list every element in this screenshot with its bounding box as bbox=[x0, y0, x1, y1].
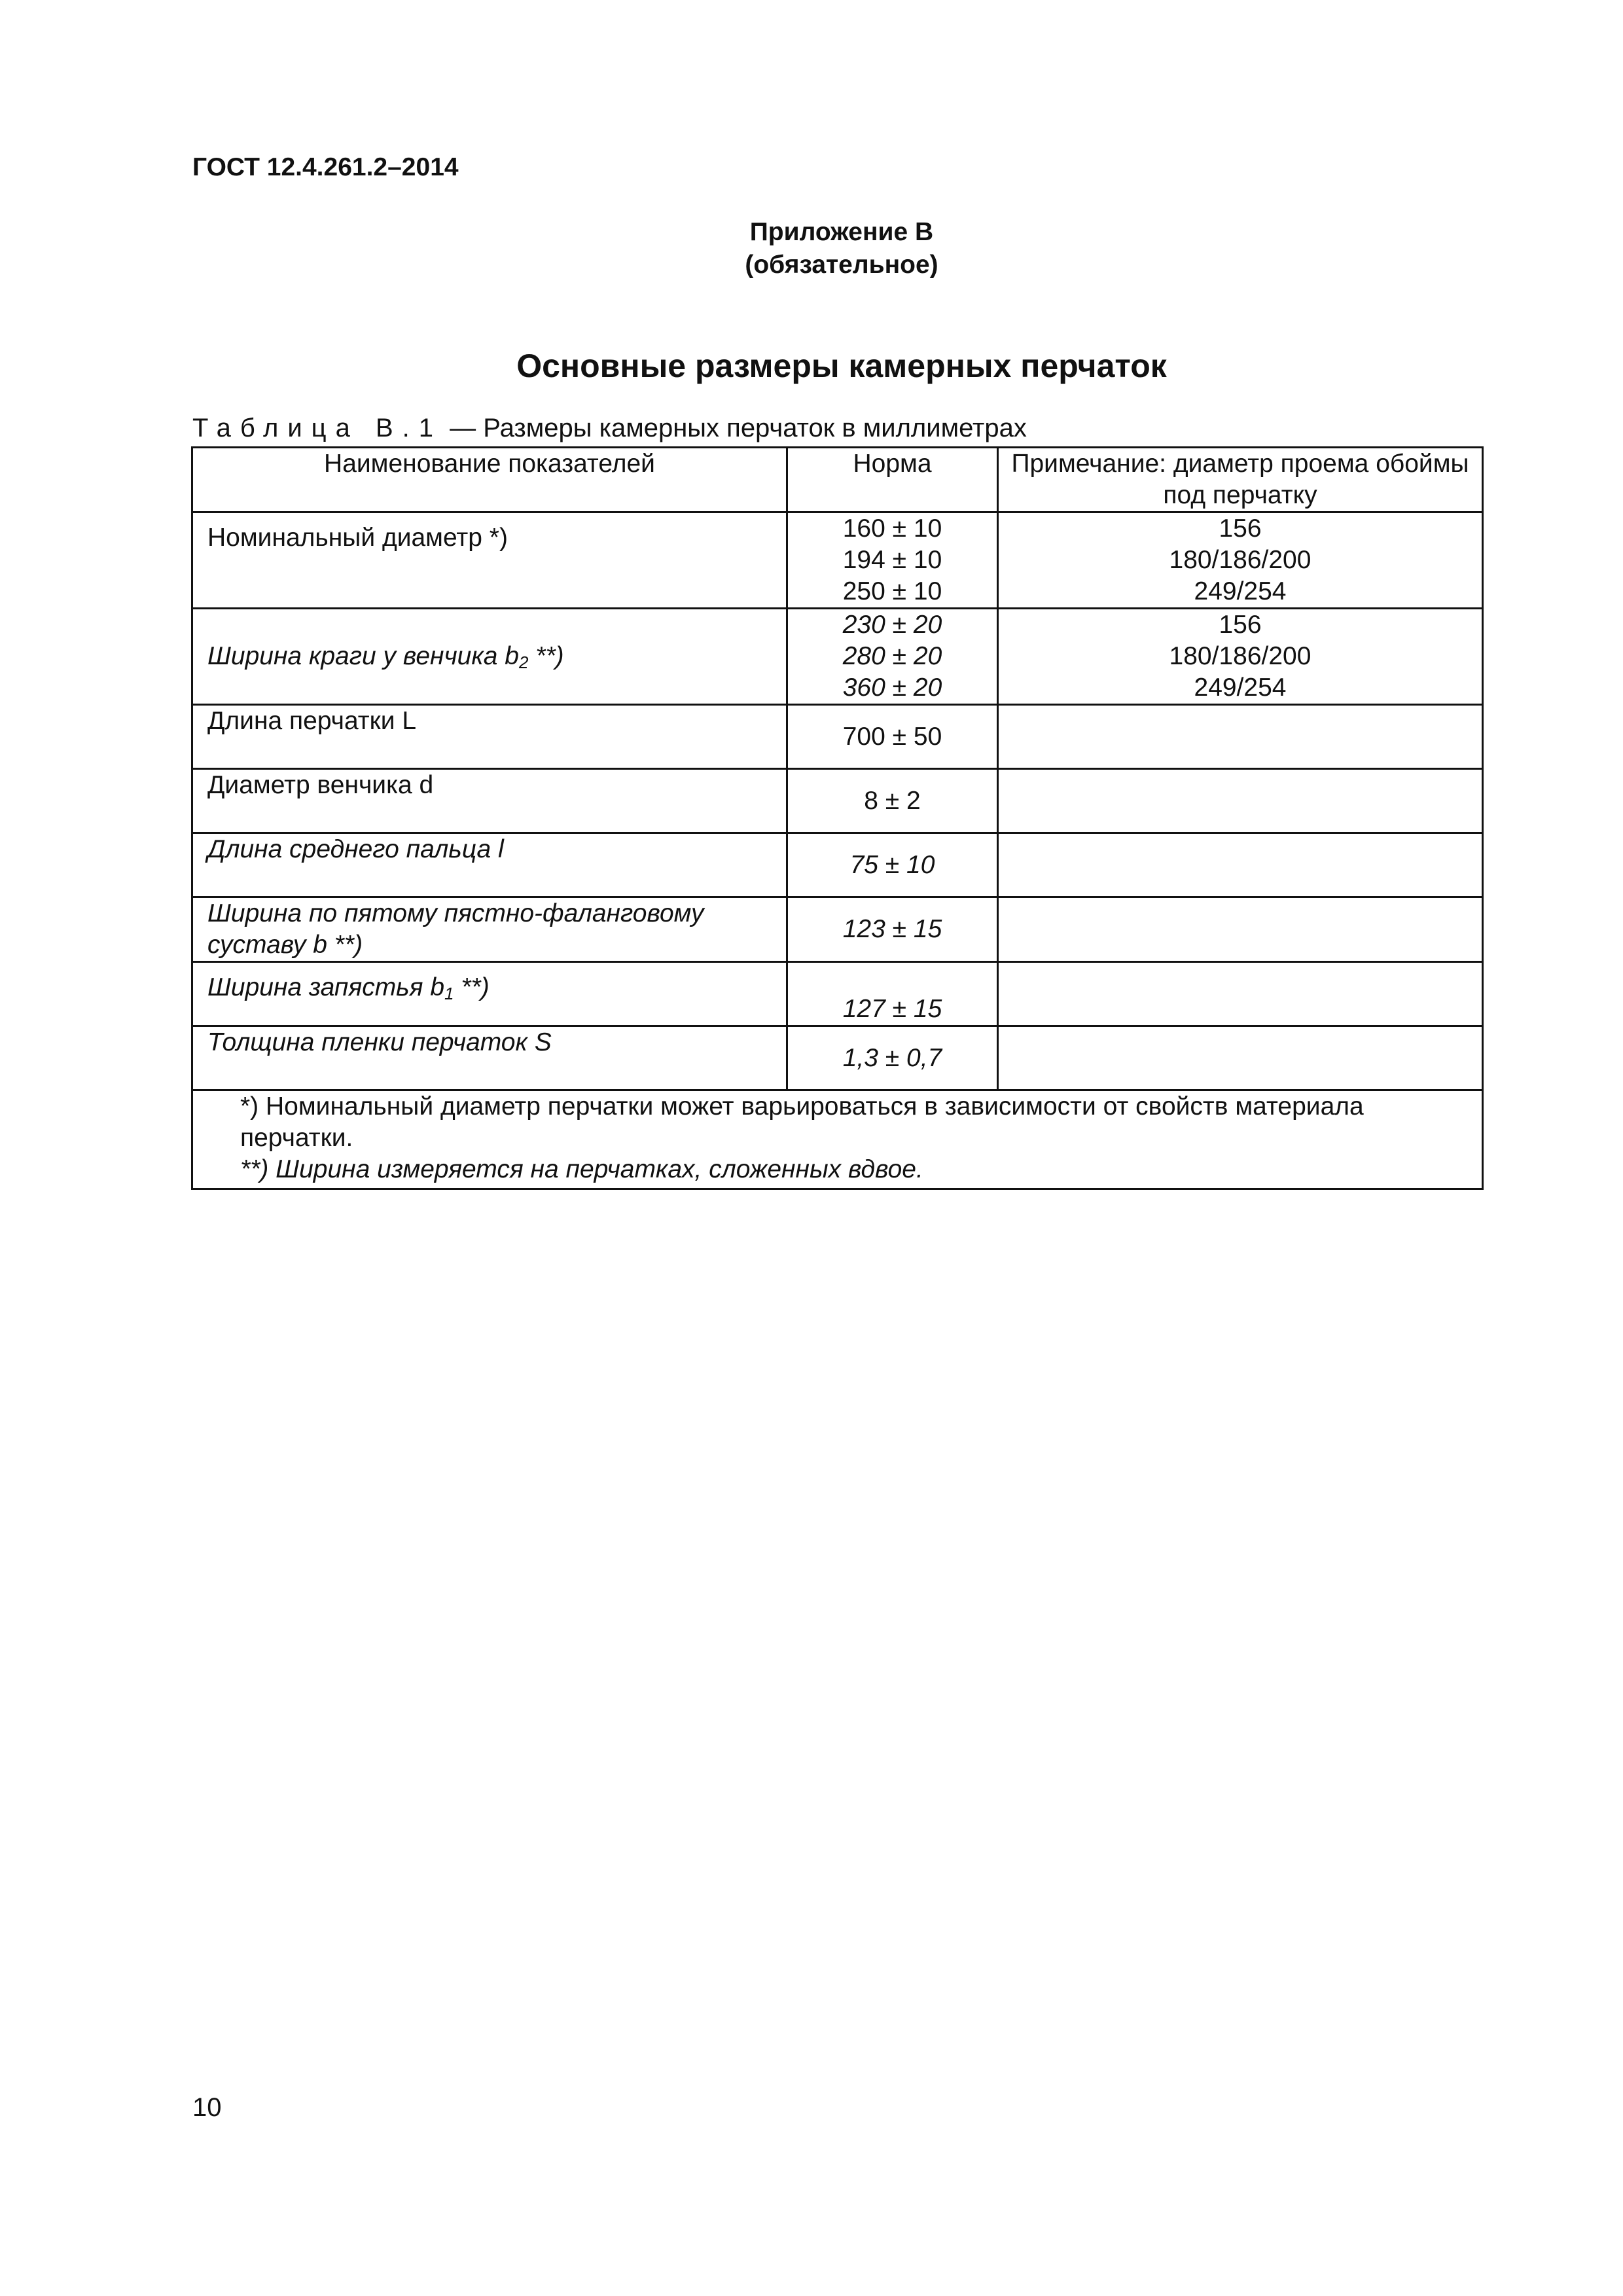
row-note bbox=[998, 705, 1483, 769]
note-value: 156 bbox=[1219, 514, 1262, 543]
document-code: ГОСТ 12.4.261.2–2014 bbox=[192, 153, 459, 181]
norm-value: 280 ± 20 bbox=[842, 642, 942, 670]
row-name-text: Ширина краги у венчика b bbox=[207, 642, 519, 670]
note-value: 180/186/200 bbox=[1169, 642, 1311, 670]
row-name-suffix: **) bbox=[454, 973, 490, 1001]
table-header-row bbox=[192, 448, 1483, 512]
norm-value: 230 ± 20 bbox=[842, 611, 942, 639]
row-norm: 123 ± 15 bbox=[787, 897, 998, 962]
row-note bbox=[998, 769, 1483, 833]
norm-value: 360 ± 20 bbox=[842, 673, 942, 702]
table-row bbox=[192, 1026, 1483, 1090]
row-note bbox=[998, 962, 1483, 1026]
row-norm bbox=[787, 512, 998, 609]
glove-sizes-table bbox=[191, 446, 1484, 1190]
page-number: 10 bbox=[192, 2093, 222, 2122]
table-footnotes bbox=[192, 1090, 1483, 1189]
table-row bbox=[192, 609, 1483, 705]
column-header-norm: Норма bbox=[787, 448, 998, 512]
row-norm: 8 ± 2 bbox=[787, 769, 998, 833]
row-norm: 127 ± 15 bbox=[787, 962, 998, 1026]
row-name bbox=[192, 609, 787, 705]
table-caption-label: Таблица В.1 bbox=[192, 414, 442, 442]
note-value: 249/254 bbox=[1194, 577, 1287, 605]
footnote-width: **) Ширина измеряется на перчатках, сложенных вдвое. bbox=[240, 1155, 923, 1183]
row-name-suffix: **) bbox=[528, 642, 564, 670]
note-value: 180/186/200 bbox=[1169, 546, 1311, 574]
norm-value: 160 ± 10 bbox=[842, 514, 942, 543]
appendix-block bbox=[0, 216, 1623, 281]
row-name-subscript: 2 bbox=[519, 653, 529, 672]
table-caption-text: — Размеры камерных перчаток в миллиметрах bbox=[450, 414, 1027, 442]
note-value: 249/254 bbox=[1194, 673, 1287, 702]
note-value: 156 bbox=[1219, 611, 1262, 639]
row-norm bbox=[787, 609, 998, 705]
row-norm: 75 ± 10 bbox=[787, 833, 998, 897]
section-heading: Основные размеры камерных перчаток bbox=[516, 348, 1167, 384]
row-note bbox=[998, 833, 1483, 897]
table-row bbox=[192, 962, 1483, 1026]
row-name: Длина перчатки L bbox=[192, 705, 787, 769]
table-footnotes-row bbox=[192, 1090, 1483, 1189]
appendix-title: Приложение В bbox=[749, 218, 934, 246]
row-name bbox=[192, 962, 787, 1026]
row-note bbox=[998, 609, 1483, 705]
row-name: Длина среднего пальца l bbox=[192, 833, 787, 897]
table-row bbox=[192, 769, 1483, 833]
footnote-diameter: *) Номинальный диаметр перчатки может варьироваться в зависимости от свойств материала перчатки. bbox=[240, 1092, 1364, 1152]
row-name: Ширина по пятому пястно-фаланговому суставу b **) bbox=[192, 897, 787, 962]
norm-value: 250 ± 10 bbox=[842, 577, 942, 605]
table-row bbox=[192, 512, 1483, 609]
row-note bbox=[998, 1026, 1483, 1090]
row-norm: 1,3 ± 0,7 bbox=[787, 1026, 998, 1090]
column-header-note: Примечание: диаметр проема обоймы под перчатку bbox=[998, 448, 1483, 512]
table-row bbox=[192, 705, 1483, 769]
row-norm: 700 ± 50 bbox=[787, 705, 998, 769]
table-row bbox=[192, 833, 1483, 897]
norm-value: 194 ± 10 bbox=[842, 546, 942, 574]
column-header-name: Наименование показателей bbox=[192, 448, 787, 512]
row-name-subscript: 1 bbox=[444, 984, 454, 1003]
appendix-status: (обязательное) bbox=[745, 251, 938, 279]
table-row bbox=[192, 897, 1483, 962]
table-caption bbox=[192, 414, 1027, 443]
row-note bbox=[998, 512, 1483, 609]
row-name-text: Ширина запястья b bbox=[207, 973, 445, 1001]
row-name: Толщина пленки перчаток S bbox=[192, 1026, 787, 1090]
row-name: Диаметр венчика d bbox=[192, 769, 787, 833]
row-name: Номинальный диаметр *) bbox=[192, 512, 787, 609]
row-note bbox=[998, 897, 1483, 962]
